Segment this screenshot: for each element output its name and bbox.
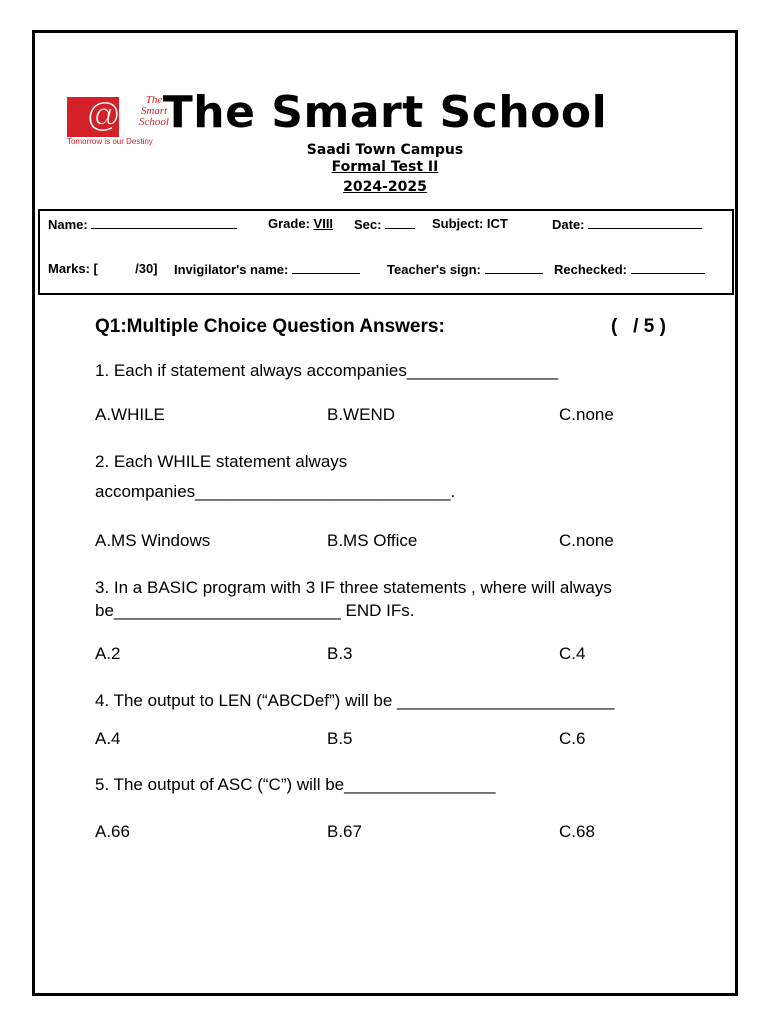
date-label: Date: [552, 217, 585, 232]
question-3-text-line-2: be________________________ END IFs. [95, 601, 415, 620]
question-3-option-a[interactable]: A.2 [95, 644, 121, 663]
rechecked-label: Rechecked: [554, 262, 627, 277]
exam-page [32, 30, 738, 996]
question-5-option-a[interactable]: A.66 [95, 822, 130, 841]
marks-total: /30] [135, 261, 158, 276]
campus-name: Saadi Town Campus [306, 142, 464, 158]
teacher-sign-label: Teacher's sign: [387, 262, 481, 277]
school-name: The Smart School [162, 87, 608, 138]
question-2-text-line-1: 2. Each WHILE statement always [95, 452, 348, 471]
question-4-option-b[interactable]: B.5 [327, 729, 353, 748]
subject-field: Subject: ICT [432, 216, 508, 231]
question-1-option-b[interactable]: B.WEND [327, 405, 395, 424]
invigilator-label: Invigilator's name: [174, 262, 289, 277]
question-4-option-a[interactable]: A.4 [95, 729, 121, 748]
question-2-option-b[interactable]: B.MS Office [327, 531, 418, 550]
question-section [35, 33, 735, 993]
question-5-option-b[interactable]: B.67 [327, 822, 362, 841]
question-5-option-c[interactable]: C.68 [559, 822, 595, 841]
section-title: Q1:Multiple Choice Question Answers: [95, 316, 445, 337]
name-label: Name: [48, 217, 88, 232]
question-3-option-c[interactable]: C.4 [559, 644, 586, 663]
question-1-text: 1. Each if statement always accompanies________________ [95, 361, 559, 380]
logo-line-1: The [145, 94, 163, 106]
question-3-text-line-1: 3. In a BASIC program with 3 IF three statements , where will always [95, 578, 612, 597]
marks-label: Marks: [ [48, 261, 98, 276]
question-1-option-c[interactable]: C.none [559, 405, 614, 424]
question-3-option-b[interactable]: B.3 [327, 644, 353, 663]
logo-tagline: Tomorrow is our Destiny [67, 137, 153, 146]
question-2-option-a[interactable]: A.MS Windows [95, 531, 211, 550]
question-1-option-a[interactable]: A.WHILE [95, 405, 165, 424]
at-sign-icon: @ [87, 96, 121, 134]
question-5-text: 5. The output of ASC (“C”) will be________________ [95, 775, 496, 794]
question-4-option-c[interactable]: C.6 [559, 729, 586, 748]
section-marks: ( / 5 ) [611, 316, 666, 337]
grade-label: Grade: [268, 216, 310, 231]
grade-value: VIII [313, 216, 334, 231]
session-year: 2024-2025 [343, 179, 427, 195]
question-2-text-line-2: accompanies___________________________. [95, 482, 456, 501]
logo-line-2: Smart [140, 105, 168, 117]
test-name: Formal Test II [331, 159, 439, 175]
sec-label: Sec: [354, 217, 382, 232]
logo-line-3: School [139, 116, 169, 128]
question-2-option-c[interactable]: C.none [559, 531, 614, 550]
question-4-text: 4. The output to LEN (“ABCDef”) will be _______________________ [95, 691, 615, 710]
